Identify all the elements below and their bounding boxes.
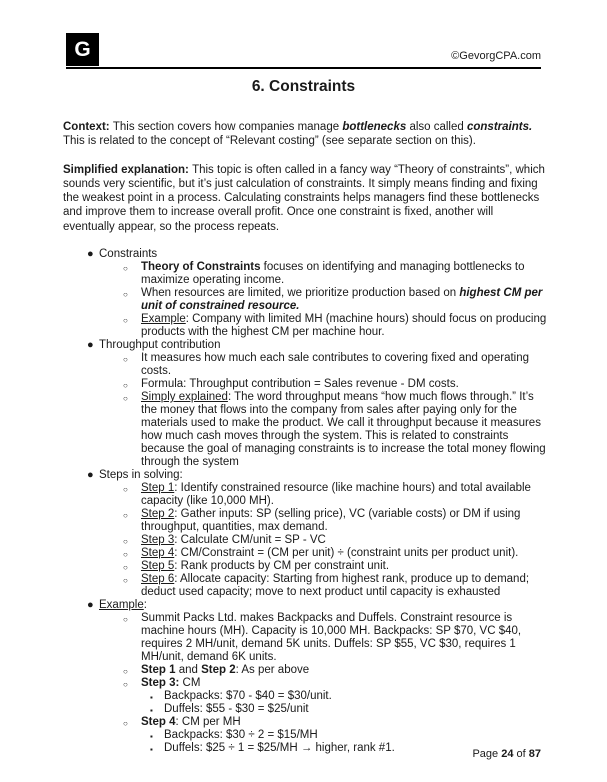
text-run: Theory of Constraints bbox=[141, 261, 261, 274]
text-run: also called bbox=[406, 121, 467, 133]
text-run: Step 6 bbox=[141, 573, 175, 586]
text-run: Steps in solving: bbox=[99, 469, 183, 482]
text-run: constraints. bbox=[466, 121, 533, 133]
document-body bbox=[63, 120, 547, 755]
list-item bbox=[63, 703, 547, 716]
text-run: Step 4 bbox=[141, 547, 175, 560]
list-item bbox=[63, 248, 547, 261]
text-run: This topic is often called in a fancy way “Theory of constraints”, which sounds very scientific, but it’s just calculation of constraints. It simply means finding and fixing the weakest point in a process. Calculating constraints helps managers find these bottlenecks and improve them to increase overall profit. Once one constraint is fixed, another will eventually appear, so the process repeats. bbox=[63, 163, 545, 233]
bullet-circle-icon: ○ bbox=[123, 719, 128, 729]
text-run: Step 4 bbox=[141, 716, 176, 729]
text-run: : Gather inputs: SP (selling price), VC (variable costs) or DM if using throughput, quantities, max demand. bbox=[141, 508, 521, 534]
bullet-circle-icon: ○ bbox=[123, 264, 128, 274]
list-item bbox=[63, 677, 547, 690]
text-run: This is related to the concept of “Relevant costing” (see separate section on this). bbox=[63, 135, 476, 148]
text-run: Throughput contribution bbox=[99, 339, 221, 352]
text-run: Step 5 bbox=[141, 560, 175, 573]
header-divider bbox=[66, 67, 541, 69]
text-run: Step 2 bbox=[201, 664, 236, 677]
list-item bbox=[63, 560, 547, 573]
text-run: : Allocate capacity: Starting from highest rank, produce up to demand; deduct used capacity; move to next product until capacity is exhausted bbox=[141, 573, 530, 599]
text-run: and bbox=[175, 664, 202, 677]
text-run: : bbox=[143, 599, 147, 612]
text-run: Example bbox=[141, 313, 186, 326]
brand-logo bbox=[66, 33, 99, 66]
text-run: Step 3: bbox=[141, 677, 180, 690]
list-item bbox=[63, 612, 547, 664]
bullet-circle-icon: ○ bbox=[123, 381, 128, 391]
bullet-disc-icon: ● bbox=[87, 248, 94, 261]
list-item bbox=[63, 716, 547, 729]
list-item bbox=[63, 352, 547, 378]
text-run: : Identify constrained resource (like machine hours) and total available capacity (like 10,000 MH). bbox=[141, 482, 531, 508]
text-run: Step 1 bbox=[141, 482, 175, 495]
page-footer bbox=[472, 748, 541, 760]
text-run: Step 2 bbox=[141, 508, 175, 521]
paragraph bbox=[63, 120, 547, 149]
bullet-circle-icon: ○ bbox=[123, 615, 128, 625]
text-run: Simply explained bbox=[141, 391, 228, 404]
text-run: It measures how much each sale contributes to covering fixed and operating costs. bbox=[141, 352, 530, 378]
list-item bbox=[63, 391, 547, 469]
text-run: When resources are limited, we prioritize production based on bbox=[141, 287, 460, 300]
bullet-disc-icon: ● bbox=[87, 339, 94, 352]
bullet-circle-icon: ○ bbox=[123, 680, 128, 690]
bullet-circle-icon: ○ bbox=[123, 511, 128, 521]
bullet-square-icon: ▪ bbox=[150, 732, 153, 742]
text-run: Backpacks: $70 - $40 = $30/unit. bbox=[164, 690, 332, 703]
list-item bbox=[63, 534, 547, 547]
bullet-circle-icon: ○ bbox=[123, 394, 128, 404]
list-item bbox=[63, 469, 547, 482]
text-run: Step 1 bbox=[141, 664, 176, 677]
list-item bbox=[63, 482, 547, 508]
text-run: : The word throughput means “how much flows through.” It’s the money that flows into the company from sales after paying only for the materials used to make the product. We call it throughput because it measures how much cash moves through the system. This is related to constraints because the goal of managing constraints is to increase the total money flowing through the system bbox=[141, 391, 546, 469]
total-pages: 87 bbox=[528, 748, 541, 760]
bullet-circle-icon: ○ bbox=[123, 485, 128, 495]
bullet-circle-icon: ○ bbox=[123, 576, 128, 586]
text-run: bottlenecks bbox=[342, 121, 407, 133]
of-word: of bbox=[513, 748, 529, 760]
list-item bbox=[63, 547, 547, 560]
text-run: Simplified explanation: bbox=[63, 163, 193, 176]
text-run: Backpacks: $30 ÷ 2 = $15/MH bbox=[164, 729, 318, 742]
list-item bbox=[63, 599, 547, 612]
text-run: Duffels: $55 - $30 = $25/unit bbox=[164, 703, 309, 716]
bullet-disc-icon: ● bbox=[87, 599, 94, 612]
page-word: Page bbox=[472, 748, 502, 760]
text-run: CM bbox=[179, 677, 201, 690]
bullet-circle-icon: ○ bbox=[123, 537, 128, 547]
bullet-circle-icon: ○ bbox=[123, 290, 128, 300]
bullet-square-icon: ▪ bbox=[150, 706, 153, 716]
page-number: 24 bbox=[501, 748, 514, 760]
bullet-circle-icon: ○ bbox=[123, 563, 128, 573]
text-run: : CM/Constraint = (CM per unit) ÷ (constraint units per product unit). bbox=[174, 547, 519, 560]
list-item bbox=[63, 261, 547, 287]
bullet-square-icon: ▪ bbox=[150, 693, 153, 703]
bullet-circle-icon: ○ bbox=[123, 355, 128, 365]
text-run: : Calculate CM/unit = SP - VC bbox=[174, 534, 326, 547]
text-run: This section covers how companies manage bbox=[112, 121, 343, 133]
text-run: Duffels: $25 ÷ 1 = $25/MH → higher, rank #1. bbox=[164, 742, 395, 755]
copyright-text: ©GevorgCPA.com bbox=[451, 50, 541, 62]
list-item bbox=[63, 690, 547, 703]
text-run: highest CM per unit of constrained resource. bbox=[141, 287, 543, 313]
text-run: : Rank products by CM per constraint unit. bbox=[174, 560, 390, 573]
bullet-circle-icon: ○ bbox=[123, 667, 128, 677]
text-run: : As per above bbox=[235, 664, 310, 677]
list-item bbox=[63, 313, 547, 339]
page-title: 6. Constraints bbox=[251, 78, 356, 95]
list-item bbox=[63, 339, 547, 352]
list-item bbox=[63, 287, 547, 313]
text-run: focuses on identifying and managing bottlenecks to maximize operating income. bbox=[141, 261, 525, 287]
paragraph bbox=[63, 163, 547, 234]
bullet-circle-icon: ○ bbox=[123, 550, 128, 560]
text-run: Step 3 bbox=[141, 534, 175, 547]
text-run: Example bbox=[99, 599, 144, 612]
list-item bbox=[63, 664, 547, 677]
bullet-circle-icon: ○ bbox=[123, 316, 128, 326]
bullet-disc-icon: ● bbox=[87, 469, 94, 482]
text-run: Summit Packs Ltd. makes Backpacks and Duffels. Constraint resource is machine hours (MH). Capacity is 10,000 MH. Backpacks: SP $70, VC $40, requires 2 MH/unit, demand 5K units. Duffels: SP $55, VC $30, requires 1 MH/unit, demand 6K units. bbox=[141, 612, 522, 664]
text-run: : CM per MH bbox=[175, 716, 241, 729]
text-run: Formula: Throughput contribution = Sales revenue - DM costs. bbox=[141, 378, 459, 391]
list-item bbox=[63, 729, 547, 742]
text-run: : Company with limited MH (machine hours) should focus on producing products with the highest CM per machine hour. bbox=[141, 313, 547, 339]
list-item bbox=[63, 573, 547, 599]
bullet-square-icon: ▪ bbox=[150, 745, 153, 755]
list-item bbox=[63, 508, 547, 534]
list-item bbox=[63, 378, 547, 391]
text-run: Constraints bbox=[99, 248, 158, 261]
text-run: Context: bbox=[63, 121, 113, 133]
logo-letter-g: G bbox=[74, 37, 91, 61]
